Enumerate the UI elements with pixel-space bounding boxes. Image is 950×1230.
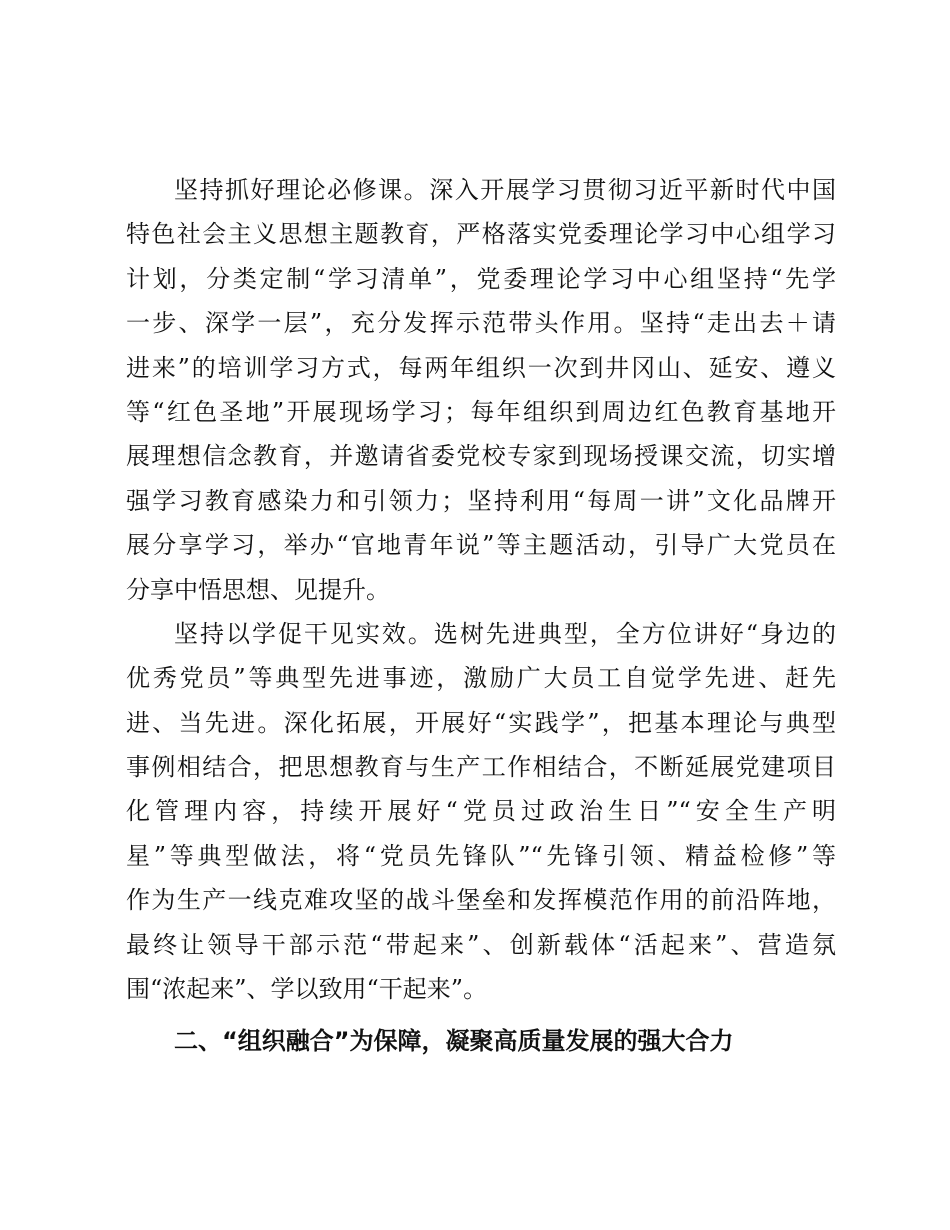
paragraph-line: 强学习教育感染力和引领力；坚持利用“每周一讲”文化品牌开 xyxy=(126,486,836,515)
paragraph-line: 坚持以学促干见实效。选树先进典型，全方位讲好“身边的 xyxy=(174,619,836,648)
section-heading: 二、“组织融合”为保障，凝聚高质量发展的强大合力 xyxy=(174,1027,734,1055)
paragraph-line: 计划，分类定制“学习清单”，党委理论学习中心组坚持“先学 xyxy=(126,264,836,293)
paragraph-line: 坚持抓好理论必修课。深入开展学习贯彻习近平新时代中国 xyxy=(174,176,836,204)
paragraph-line: 展分享学习，举办“官地青年说”等主题活动，引导广大党员在 xyxy=(126,531,836,560)
paragraph-line: 作为生产一线克难攻坚的战斗堡垒和发挥模范作用的前沿阵地， xyxy=(126,886,836,915)
paragraph-line: 一步、深学一层”，充分发挥示范带头作用。坚持“走出去＋请 xyxy=(126,309,836,338)
paragraph-line: 最终让领导干部示范“带起来”、创新载体“活起来”、营造氛 xyxy=(126,930,836,959)
paragraph-line: 等“红色圣地”开展现场学习；每年组织到周边红色教育基地开 xyxy=(126,397,836,426)
paragraph-line: 事例相结合，把思想教育与生产工作相结合，不断延展党建项目 xyxy=(126,753,836,782)
paragraph-line: 星”等典型做法，将“党员先锋队”“先锋引领、精益检修”等 xyxy=(126,841,836,870)
document-body xyxy=(126,168,836,1011)
paragraph-theory-study xyxy=(126,168,836,612)
paragraph-line: 分享中悟思想、见提升。 xyxy=(126,575,390,604)
paragraph-line: 进来”的培训学习方式，每两年组织一次到井冈山、延安、遵义 xyxy=(126,353,836,382)
paragraph-line: 优秀党员”等典型先进事迹，激励广大员工自觉学先进、赶先 xyxy=(126,664,836,693)
paragraph-line: 进、当先进。深化拓展，开展好“实践学”，把基本理论与典型 xyxy=(126,708,836,737)
paragraph-line: 展理想信念教育，并邀请省委党校专家到现场授课交流，切实增 xyxy=(126,442,836,471)
paragraph-line: 特色社会主义思想主题教育，严格落实党委理论学习中心组学习 xyxy=(126,220,836,249)
paragraph-line: 围“浓起来”、学以致用“干起来”。 xyxy=(126,975,488,1004)
paragraph-line: 化管理内容，持续开展好“党员过政治生日”“安全生产明 xyxy=(126,797,836,826)
paragraph-learning-in-practice xyxy=(126,612,836,1012)
